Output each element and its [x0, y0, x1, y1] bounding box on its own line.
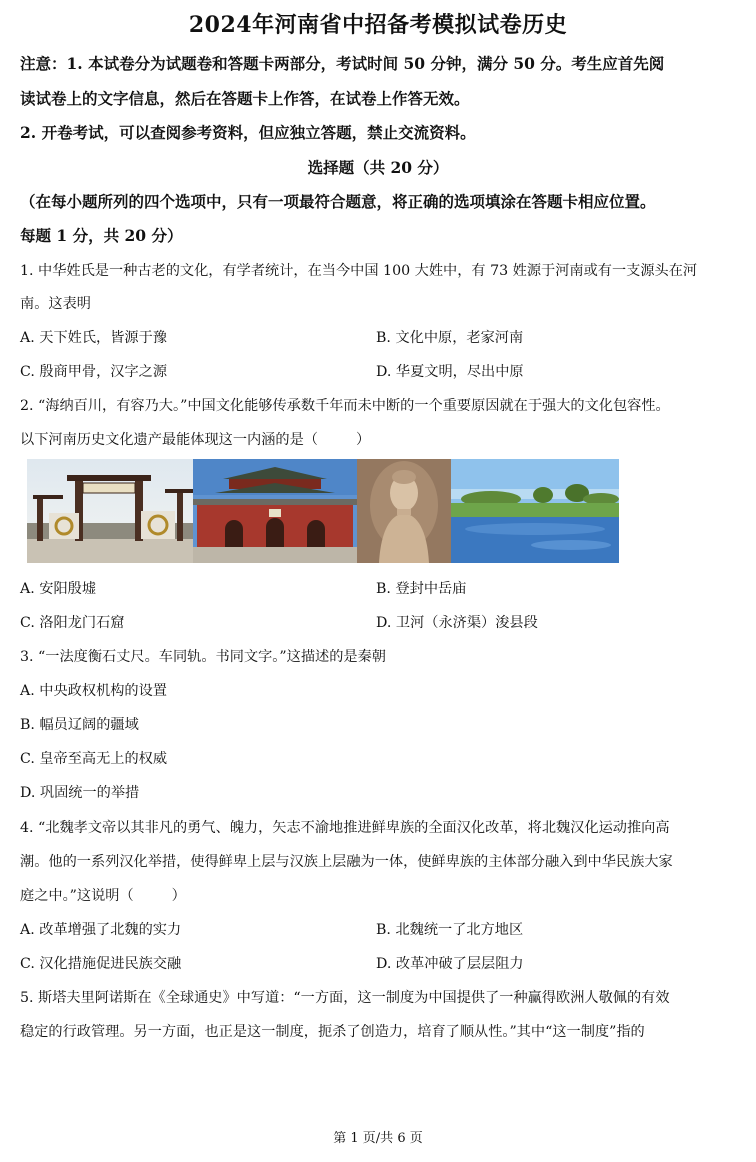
section-heading: 选择题（共 20 分） — [307, 158, 449, 177]
q3-option-c: C. 皇帝至高无上的权威 — [20, 751, 168, 767]
q1-option-d: D. 华夏文明，尽出中原 — [376, 364, 524, 380]
heritage-photos — [27, 459, 619, 563]
q2-option-b: B. 登封中岳庙 — [376, 581, 467, 597]
q4-stem-3-close: ） — [171, 888, 186, 904]
page-title: 2024年河南省中招备考模拟试卷历史 — [188, 12, 568, 38]
q1-option-a: A. 天下姓氏，皆源于豫 — [20, 330, 167, 346]
q2-option-c: C. 洛阳龙门石窟 — [20, 615, 125, 631]
q4-stem-1: 4. “北魏孝文帝以其非凡的勇气、魄力，矢志不渝地推进鲜卑族的全面汉化改革，将北魏汉化运动推向高 — [20, 820, 670, 836]
notice-line-2: 读试卷上的文字信息，然后在答题卡上作答，在试卷上作答无效。 — [20, 89, 470, 108]
q2-stem-2-close: ） — [355, 432, 371, 448]
q4-stem-2: 潮。他的一系列汉化举措，使得鲜卑上层与汉族上层融为一体，使鲜卑族的主体部分融入到中华民族大家 — [20, 854, 673, 870]
page-footer: 第 1 页/共 6 页 — [333, 1131, 423, 1146]
section-instruction-2: 每题 1 分，共 20 分） — [20, 226, 183, 245]
q5-stem-1: 5. 斯塔夫里阿诺斯在《全球通史》中写道：“一方面，这一制度为中国提供了一种赢得欧洲人敬佩的有效 — [20, 990, 670, 1006]
q3-option-a: A. 中央政权机构的设置 — [20, 683, 167, 699]
section-instruction-1: （在每小题所列的四个选项中，只有一项最符合题意，将正确的选项填涂在答题卡相应位置。 — [20, 192, 656, 211]
q2-stem-2-text: 以下河南历史文化遗产最能体现这一内涵的是（ — [20, 432, 318, 448]
q1-stem-2: 南。这表明 — [20, 296, 91, 312]
q5-stem-2: 稳定的行政管理。另一方面，也正是这一制度，扼杀了创造力，培育了顺从性。”其中“这一制度”指的 — [20, 1024, 645, 1040]
weihe-canal-photo — [451, 459, 619, 563]
q3-stem: 3. “一法度衡石丈尺。车同轨。书同文字。”这描述的是秦朝 — [20, 649, 386, 665]
notice-line-3: 2. 开卷考试，可以查阅参考资料，但应独立答题，禁止交流资料。 — [20, 123, 476, 142]
q2-option-d: D. 卫河（永济渠）浚县段 — [376, 615, 538, 631]
q3-option-d: D. 巩固统一的举措 — [20, 785, 140, 801]
yinxu-ruins-photo — [27, 459, 193, 563]
q2-stem-1: 2. “海纳百川，有容乃大。”中国文化能够传承数千年而未中断的一个重要原因就在于强大的文化包容性。 — [20, 398, 670, 414]
q4-option-c: C. 汉化措施促进民族交融 — [20, 956, 182, 972]
q3-option-b: B. 幅员辽阔的疆域 — [20, 717, 139, 733]
q2-stem-2 — [20, 429, 370, 449]
q4-stem-3 — [20, 885, 186, 905]
q1-option-c: C. 殷商甲骨，汉字之源 — [20, 364, 168, 380]
q4-option-d: D. 改革冲破了层层阻力 — [376, 956, 524, 972]
q1-stem-1: 1. 中华姓氏是一种古老的文化，有学者统计，在当今中国 100 大姓中，有 73 姓源于河南或有一支源头在河 — [20, 263, 698, 279]
q4-option-b: B. 北魏统一了北方地区 — [376, 922, 524, 938]
q4-stem-3-text: 庭之中。”这说明（ — [20, 888, 134, 904]
q4-option-a: A. 改革增强了北魏的实力 — [20, 922, 182, 938]
q1-option-b: B. 文化中原，老家河南 — [376, 330, 524, 346]
q2-option-a: A. 安阳殷墟 — [20, 581, 97, 597]
notice-line-1: 注意：1. 本试卷分为试题卷和答题卡两部分，考试时间 50 分钟，满分 50 分。考生应首先阅 — [20, 54, 665, 73]
longmen-grottoes-photo — [357, 459, 451, 563]
zhongyue-temple-photo — [193, 459, 357, 563]
